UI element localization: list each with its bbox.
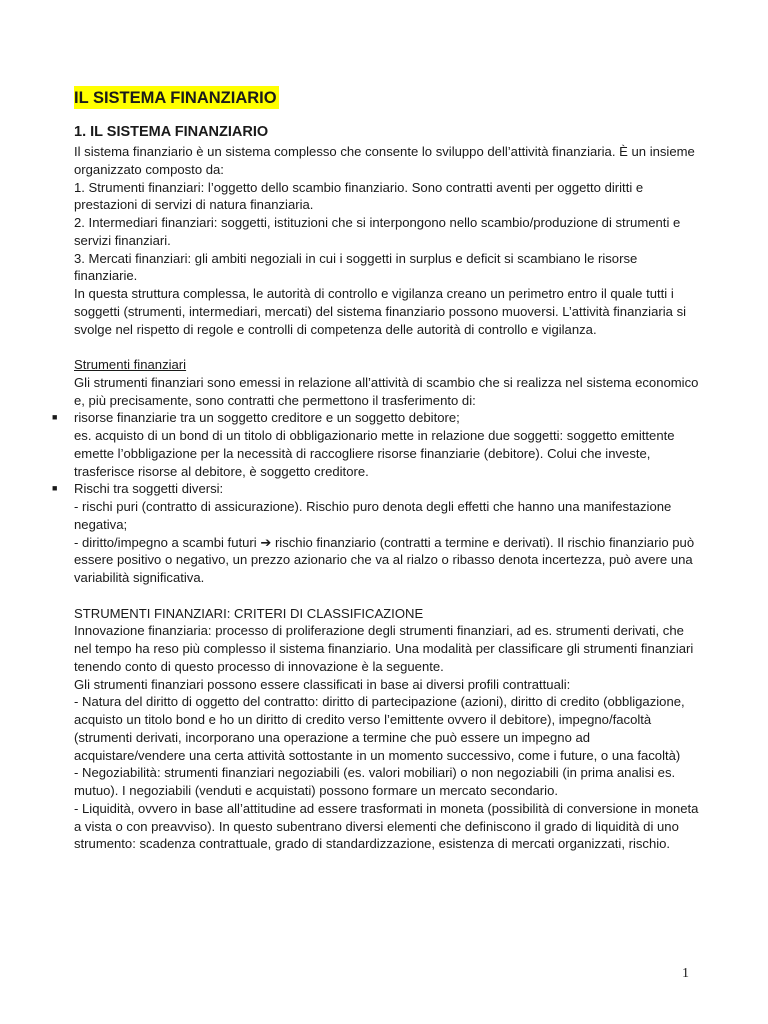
criteri-paragraph-profili: Gli strumenti finanziari possono essere classificati in base ai diversi profili contrattuali: — [74, 676, 571, 692]
bullet-2-line-1: - rischi puri (contratto di assicurazione). Rischio puro denota degli effetti che hanno una manifestazione negativa; — [74, 499, 672, 532]
criteri-paragraph-liquidita: - Liquidità, ovvero in base all’attitudine ad essere trasformati in moneta (possibilità di conversione in moneta a vista o con preavviso). In questo subentrano diversi elementi che definiscono il grado di liquidità di uno strumento: scadenza contrattuale, grado di standardizzazione, esistenza di mercati organizzati, rischio. — [74, 800, 699, 852]
bullet-1-body: es. acquisto di un bond di un titolo di obbligazionario mette in relazione due soggetti: soggetto emittente emette l’obbligazione per la necessità di raccogliere risorse finanziarie (debitore). Colui che investe, trasferisce risorse al debitore, è soggetto creditore. — [74, 428, 675, 479]
document-title: IL SISTEMA FINANZIARIO — [74, 86, 279, 109]
criteri-paragraph-negoziabilita: - Negoziabilità: strumenti finanziari negoziabili (es. valori mobiliari) o non negoziabili (in prima analisi es. mutuo). I negoziabili (venduti e acquistati) possono formare un mercato secondario. — [74, 765, 676, 798]
intro-item-2: 2. Intermediari finanziari: soggetti, istituzioni che si interpongono nello scambio/produzione di strumenti e servizi finanziari. — [74, 215, 681, 248]
bullet-2-line-2-b: rischio finanziario (contratti a termine e derivati). Il rischio finanziario può essere positivo o negativo, un prezzo azionario che va al rialzo o ribasso denota incertezza, può avere una variabilità significativa. — [74, 534, 695, 585]
spacer — [74, 587, 702, 605]
strumenti-heading: Strumenti finanziari — [74, 357, 187, 372]
criteri-paragraph-natura: - Natura del diritto di oggetto del contratto: diritto di partecipazione (azioni), diritto di credito (obbligazione, acquisto un titolo bond e ho un diritto di credito verso l’emittente ovvero il debitore), impegno/facoltà (strumenti derivati, incorporano una operazione a termine che può essere un impegno ad acquistare/vendere una certa attività sottostante in un momento successivo, come i future, o una facoltà) — [74, 694, 685, 763]
intro-item-1: 1. Strumenti finanziari: l’oggetto dello scambio finanziario. Sono contratti aventi per oggetto diritti e prestazioni di servizi di natura finanziaria. — [74, 179, 644, 213]
section-title: 1. IL SISTEMA FINANZIARIO — [74, 124, 269, 140]
bullet-2-line-2-a: - diritto/impegno a scambi futuri — [74, 534, 257, 550]
bullet-2-head: Rischi tra soggetti diversi: — [74, 481, 224, 497]
bullet-2-line-2 — [74, 534, 702, 587]
intro-item-3: 3. Mercati finanziari: gli ambiti negoziali in cui i soggetti in surplus e deficit si scambiano le risorse finanziarie. — [74, 250, 638, 284]
intro-paragraph-control: In questa struttura complessa, le autorità di controllo e vigilanza creano un perimetro entro il quale tutti i soggetti (strumenti, intermediari, mercati) del sistema finanziario possono muoversi. L’attività finanziaria si svolge nel rispetto di regole e controlli di competenza delle autorità di controllo e vigilanza. — [74, 286, 687, 337]
spacer — [74, 338, 702, 356]
arrow-right-icon: ➔ — [260, 534, 272, 550]
document-body — [52, 86, 702, 853]
criteri-paragraph-innovazione: Innovazione finanziaria: processo di proliferazione degli strumenti finanziari, ad es. strumenti derivati, che nel tempo ha reso più complesso il sistema finanziario. Una modalità per classificare gli strumenti finanziari tenendo conto di questo processo di innovazione è la seguente. — [74, 623, 694, 674]
bullet-1-head: risorse finanziarie tra un soggetto creditore e un soggetto debitore; — [74, 410, 460, 426]
criteri-heading: STRUMENTI FINANZIARI: CRITERI DI CLASSIFICAZIONE — [74, 605, 424, 621]
square-bullet-icon: ■ — [52, 483, 58, 494]
strumenti-intro: Gli strumenti finanziari sono emessi in relazione all’attività di scambio che si realizza nel sistema economico e, più precisamente, sono contratti che permettono il trasferimento di: — [74, 374, 699, 408]
intro-paragraph: Il sistema finanziario è un sistema complesso che consente lo sviluppo dell’attività finanziaria. È un insieme organizzato composto da: — [74, 144, 695, 177]
page-number: 1 — [682, 966, 689, 981]
square-bullet-icon: ■ — [52, 412, 58, 423]
bullet-item-risorse — [52, 409, 702, 480]
bullet-item-rischi — [52, 480, 702, 587]
